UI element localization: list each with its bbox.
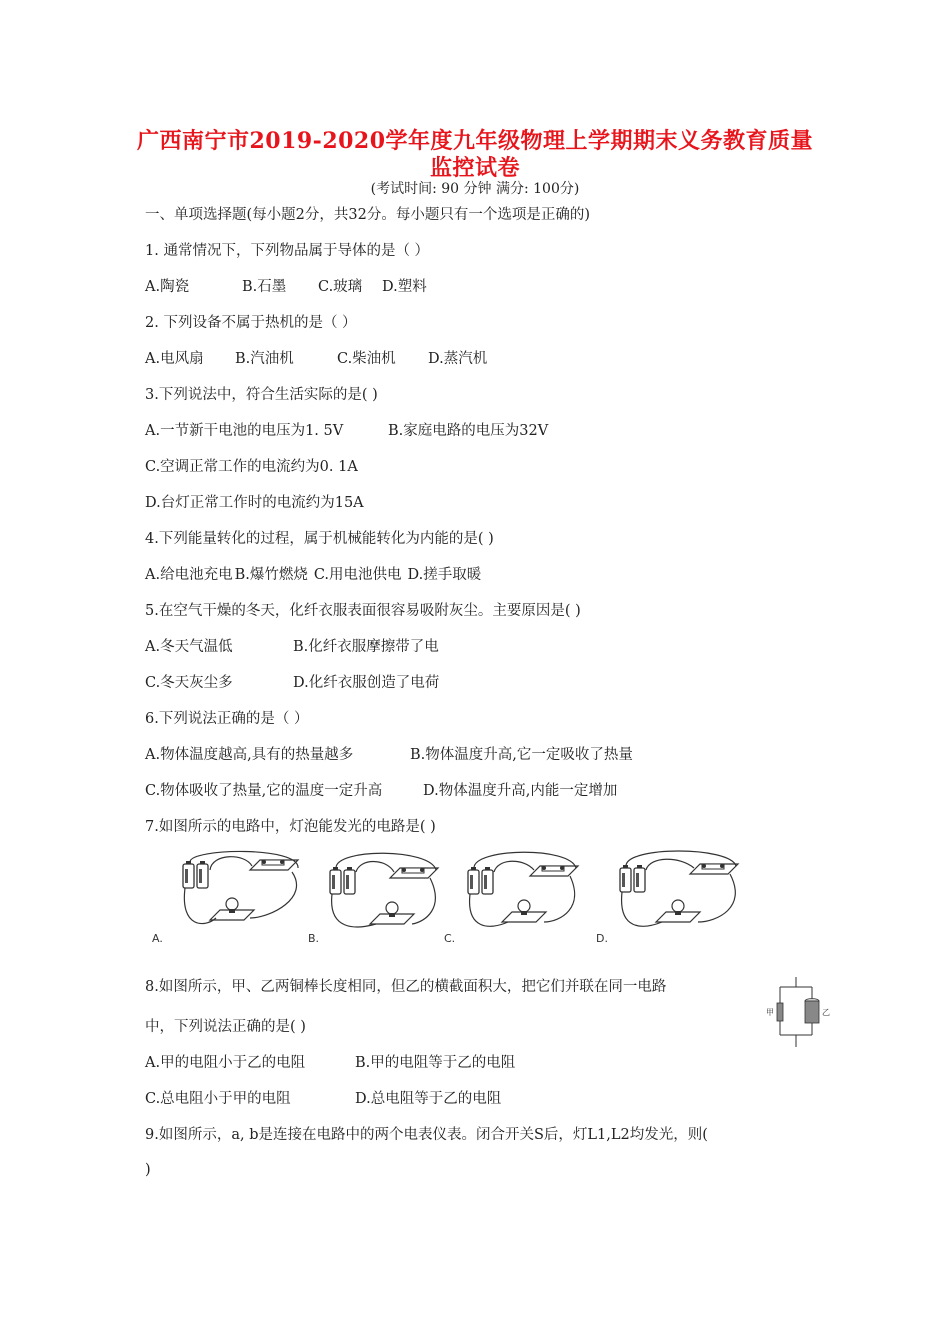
question-4-stem: 4.下列能量转化的过程，属于机械能转化为内能的是( ) — [145, 531, 494, 547]
question-8-stem-line1: 8.如图所示，甲、乙两铜棒长度相同，但乙的横截面积大，把它们并联在同一电路 — [145, 979, 667, 995]
option: A.冬天气温低 — [145, 639, 233, 655]
option: C.空调正常工作的电流约为0. 1A — [145, 459, 358, 475]
question-7-stem: 7.如图所示的电路中，灯泡能发光的电路是( ) — [145, 819, 436, 835]
option: C.冬天灰尘多 — [145, 675, 233, 691]
section-heading: 一、单项选择题(每小题2分，共32分。每小题只有一个选项是正确的) — [145, 207, 590, 223]
option: D.台灯正常工作时的电流约为15A — [145, 495, 364, 511]
circuit-figure-c — [444, 852, 578, 945]
question-1-options — [145, 275, 427, 296]
question-8-options-ab — [145, 1051, 515, 1072]
circuit-figure-d — [596, 851, 738, 945]
circuit-figures — [150, 848, 810, 948]
option: B.爆竹燃烧 — [234, 567, 308, 583]
question-3-stem: 3.下列说法中，符合生活实际的是( ) — [145, 387, 378, 403]
circuit-figure-a — [152, 851, 298, 945]
option: B.家庭电路的电压为32V — [388, 423, 549, 439]
option: C.总电阻小于甲的电阻 — [145, 1091, 291, 1107]
figure-label: D. — [596, 932, 608, 945]
option: C.柴油机 — [337, 351, 396, 367]
question-9-stem-line2: ) — [145, 1162, 151, 1178]
figure-label: A. — [152, 932, 163, 945]
option: C.物体吸收了热量,它的温度一定升高 — [145, 783, 383, 799]
circuit-figure-b — [308, 853, 438, 945]
question-1-stem: 1. 通常情况下，下列物品属于导体的是（ ） — [145, 243, 430, 259]
option: D.搓手取暖 — [407, 567, 482, 583]
question-4-options — [145, 563, 481, 584]
question-5-options-cd — [145, 671, 439, 692]
figure-label: B. — [308, 932, 320, 945]
rod-label-yi: 乙 — [822, 1008, 830, 1017]
question-3-options-ab — [145, 419, 548, 440]
option: C.用电池供电 — [313, 567, 402, 583]
option: D.化纤衣服创造了电荷 — [293, 675, 440, 691]
option: D.总电阻等于乙的电阻 — [355, 1091, 502, 1107]
question-6-stem: 6.下列说法正确的是（ ） — [145, 711, 309, 727]
option: B.石墨 — [242, 279, 287, 295]
option: B.甲的电阻等于乙的电阻 — [355, 1055, 516, 1071]
exam-info: (考试时间: 90 分钟 满分: 100分) — [370, 181, 580, 197]
question-8-stem-line2: 中，下列说法正确的是( ) — [145, 1019, 306, 1035]
option: A.电风扇 — [145, 351, 204, 367]
question-5-stem: 5.在空气干燥的冬天，化纤衣服表面很容易吸附灰尘。主要原因是( ) — [145, 603, 581, 619]
question-8-options-cd — [145, 1087, 501, 1108]
option: B.物体温度升高,它一定吸收了热量 — [410, 747, 633, 763]
figure-label: C. — [444, 932, 456, 945]
copper-rods-figure — [760, 975, 832, 1050]
rod-label-jia: 甲 — [766, 1008, 774, 1017]
option: D.物体温度升高,内能一定增加 — [423, 783, 618, 799]
option: B.化纤衣服摩擦带了电 — [293, 639, 439, 655]
option: A.给电池充电 — [145, 567, 233, 583]
option: C.玻璃 — [318, 279, 363, 295]
question-9-stem-line1: 9.如图所示，a, b是连接在电路中的两个电表仪表。闭合开关S后，灯L1,L2均发光，则( — [145, 1127, 708, 1143]
option: D.蒸汽机 — [428, 351, 488, 367]
exam-title-line1: 广西南宁市2019-2020学年度九年级物理上学期期末义务教育质量 — [136, 128, 814, 154]
exam-title-line2: 监控试卷 — [429, 155, 520, 181]
option: B.汽油机 — [235, 351, 294, 367]
question-6-options-ab — [145, 743, 633, 764]
question-2-options — [145, 347, 487, 368]
option: D.塑料 — [382, 279, 427, 295]
option: A.一节新干电池的电压为1. 5V — [145, 423, 344, 439]
question-2-stem: 2. 下列设备不属于热机的是（ ） — [145, 315, 357, 331]
option: A.甲的电阻小于乙的电阻 — [145, 1055, 306, 1071]
option: A.陶瓷 — [145, 279, 190, 295]
question-5-options-ab — [145, 635, 439, 656]
question-6-options-cd — [145, 779, 617, 800]
option: A.物体温度越高,具有的热量越多 — [145, 747, 354, 763]
